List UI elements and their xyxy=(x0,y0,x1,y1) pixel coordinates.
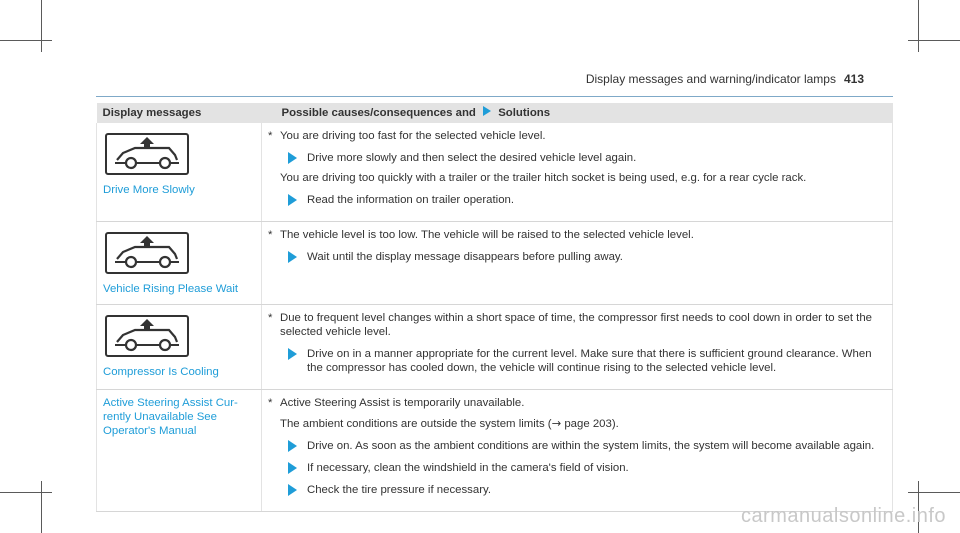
solution-arrow-icon xyxy=(288,348,297,360)
crop-mark xyxy=(908,492,960,493)
message-name: Active Steering Assist Cur-rently Unavailable See Operator's Manual xyxy=(103,397,238,437)
cause-cell xyxy=(262,123,893,222)
watermark: carmanualsonline.info xyxy=(740,505,946,527)
crop-mark xyxy=(908,40,960,41)
cause-cell xyxy=(262,390,893,512)
message-cell xyxy=(97,305,262,390)
solution-item: Wait until the display message disappears before pulling away. xyxy=(288,250,886,264)
crop-mark xyxy=(0,40,52,41)
solution-arrow-icon xyxy=(483,106,491,116)
solution-item: Drive on in a manner appropriate for the current level. Make sure that there is sufficient ground clearance. When the compressor has cooled down, the vehicle will continue rising to the selected vehicle level. xyxy=(288,347,886,375)
table-row xyxy=(97,222,893,305)
crop-mark xyxy=(41,481,42,533)
messages-table xyxy=(96,103,893,512)
solution-item: Read the information on trailer operation. xyxy=(288,193,886,207)
page-number: 413 xyxy=(843,72,864,86)
message-cell xyxy=(97,390,262,512)
message-name: Vehicle Rising Please Wait xyxy=(103,283,239,295)
col-causes-solutions: Possible causes/consequences and Solutions xyxy=(262,103,893,123)
message-name: Compressor Is Cooling xyxy=(103,366,219,378)
page-ref-arrow-icon: → xyxy=(551,416,562,430)
table-row xyxy=(97,390,893,512)
message-cell xyxy=(97,123,262,222)
cause-item: * You are driving too fast for the selected vehicle level. xyxy=(268,130,546,142)
vehicle-raise-icon xyxy=(105,232,189,274)
cause-item: You are driving too quickly with a trailer or the trailer hitch socket is being used, e.g. for a rear cycle rack. xyxy=(280,172,807,184)
vehicle-raise-icon xyxy=(105,133,189,175)
cause-cell xyxy=(262,222,893,305)
solution-arrow-icon xyxy=(288,462,297,474)
page-header xyxy=(586,72,864,86)
crop-mark xyxy=(918,0,919,52)
crop-mark xyxy=(41,0,42,52)
solution-arrow-icon xyxy=(288,484,297,496)
vehicle-raise-icon xyxy=(105,315,189,357)
header-rule xyxy=(96,96,893,97)
header-title: Display messages and warning/indicator lamps xyxy=(585,72,836,86)
solution-arrow-icon xyxy=(288,152,297,164)
col-display-messages: Display messages xyxy=(97,103,262,123)
message-cell xyxy=(97,222,262,305)
solution-arrow-icon xyxy=(288,194,297,206)
page-reference-link[interactable]: page 203). xyxy=(561,418,619,430)
crop-mark xyxy=(0,492,52,493)
cause-detail: The ambient conditions are outside the system limits (→ page 203). xyxy=(280,416,619,430)
message-name: Drive More Slowly xyxy=(103,184,195,196)
solution-arrow-icon xyxy=(288,251,297,263)
cause-item: * The vehicle level is too low. The vehicle will be raised to the selected vehicle level. xyxy=(268,229,694,241)
solution-arrow-icon xyxy=(288,440,297,452)
solution-item: If necessary, clean the windshield in the camera's field of vision. xyxy=(288,461,886,475)
table-row xyxy=(97,123,893,222)
table-row xyxy=(97,305,893,390)
table-header-row xyxy=(97,103,893,123)
cause-cell xyxy=(262,305,893,390)
cause-item: * Active Steering Assist is temporarily unavailable. xyxy=(268,397,525,409)
solution-item: Check the tire pressure if necessary. xyxy=(288,483,886,497)
solution-item: Drive more slowly and then select the desired vehicle level again. xyxy=(288,151,886,165)
cause-item: * Due to frequent level changes within a short space of time, the compressor first needs to cool down in order to set the selected vehicle level. xyxy=(268,312,872,338)
solution-item: Drive on. As soon as the ambient conditions are within the system limits, the system will become available again. xyxy=(288,439,886,453)
